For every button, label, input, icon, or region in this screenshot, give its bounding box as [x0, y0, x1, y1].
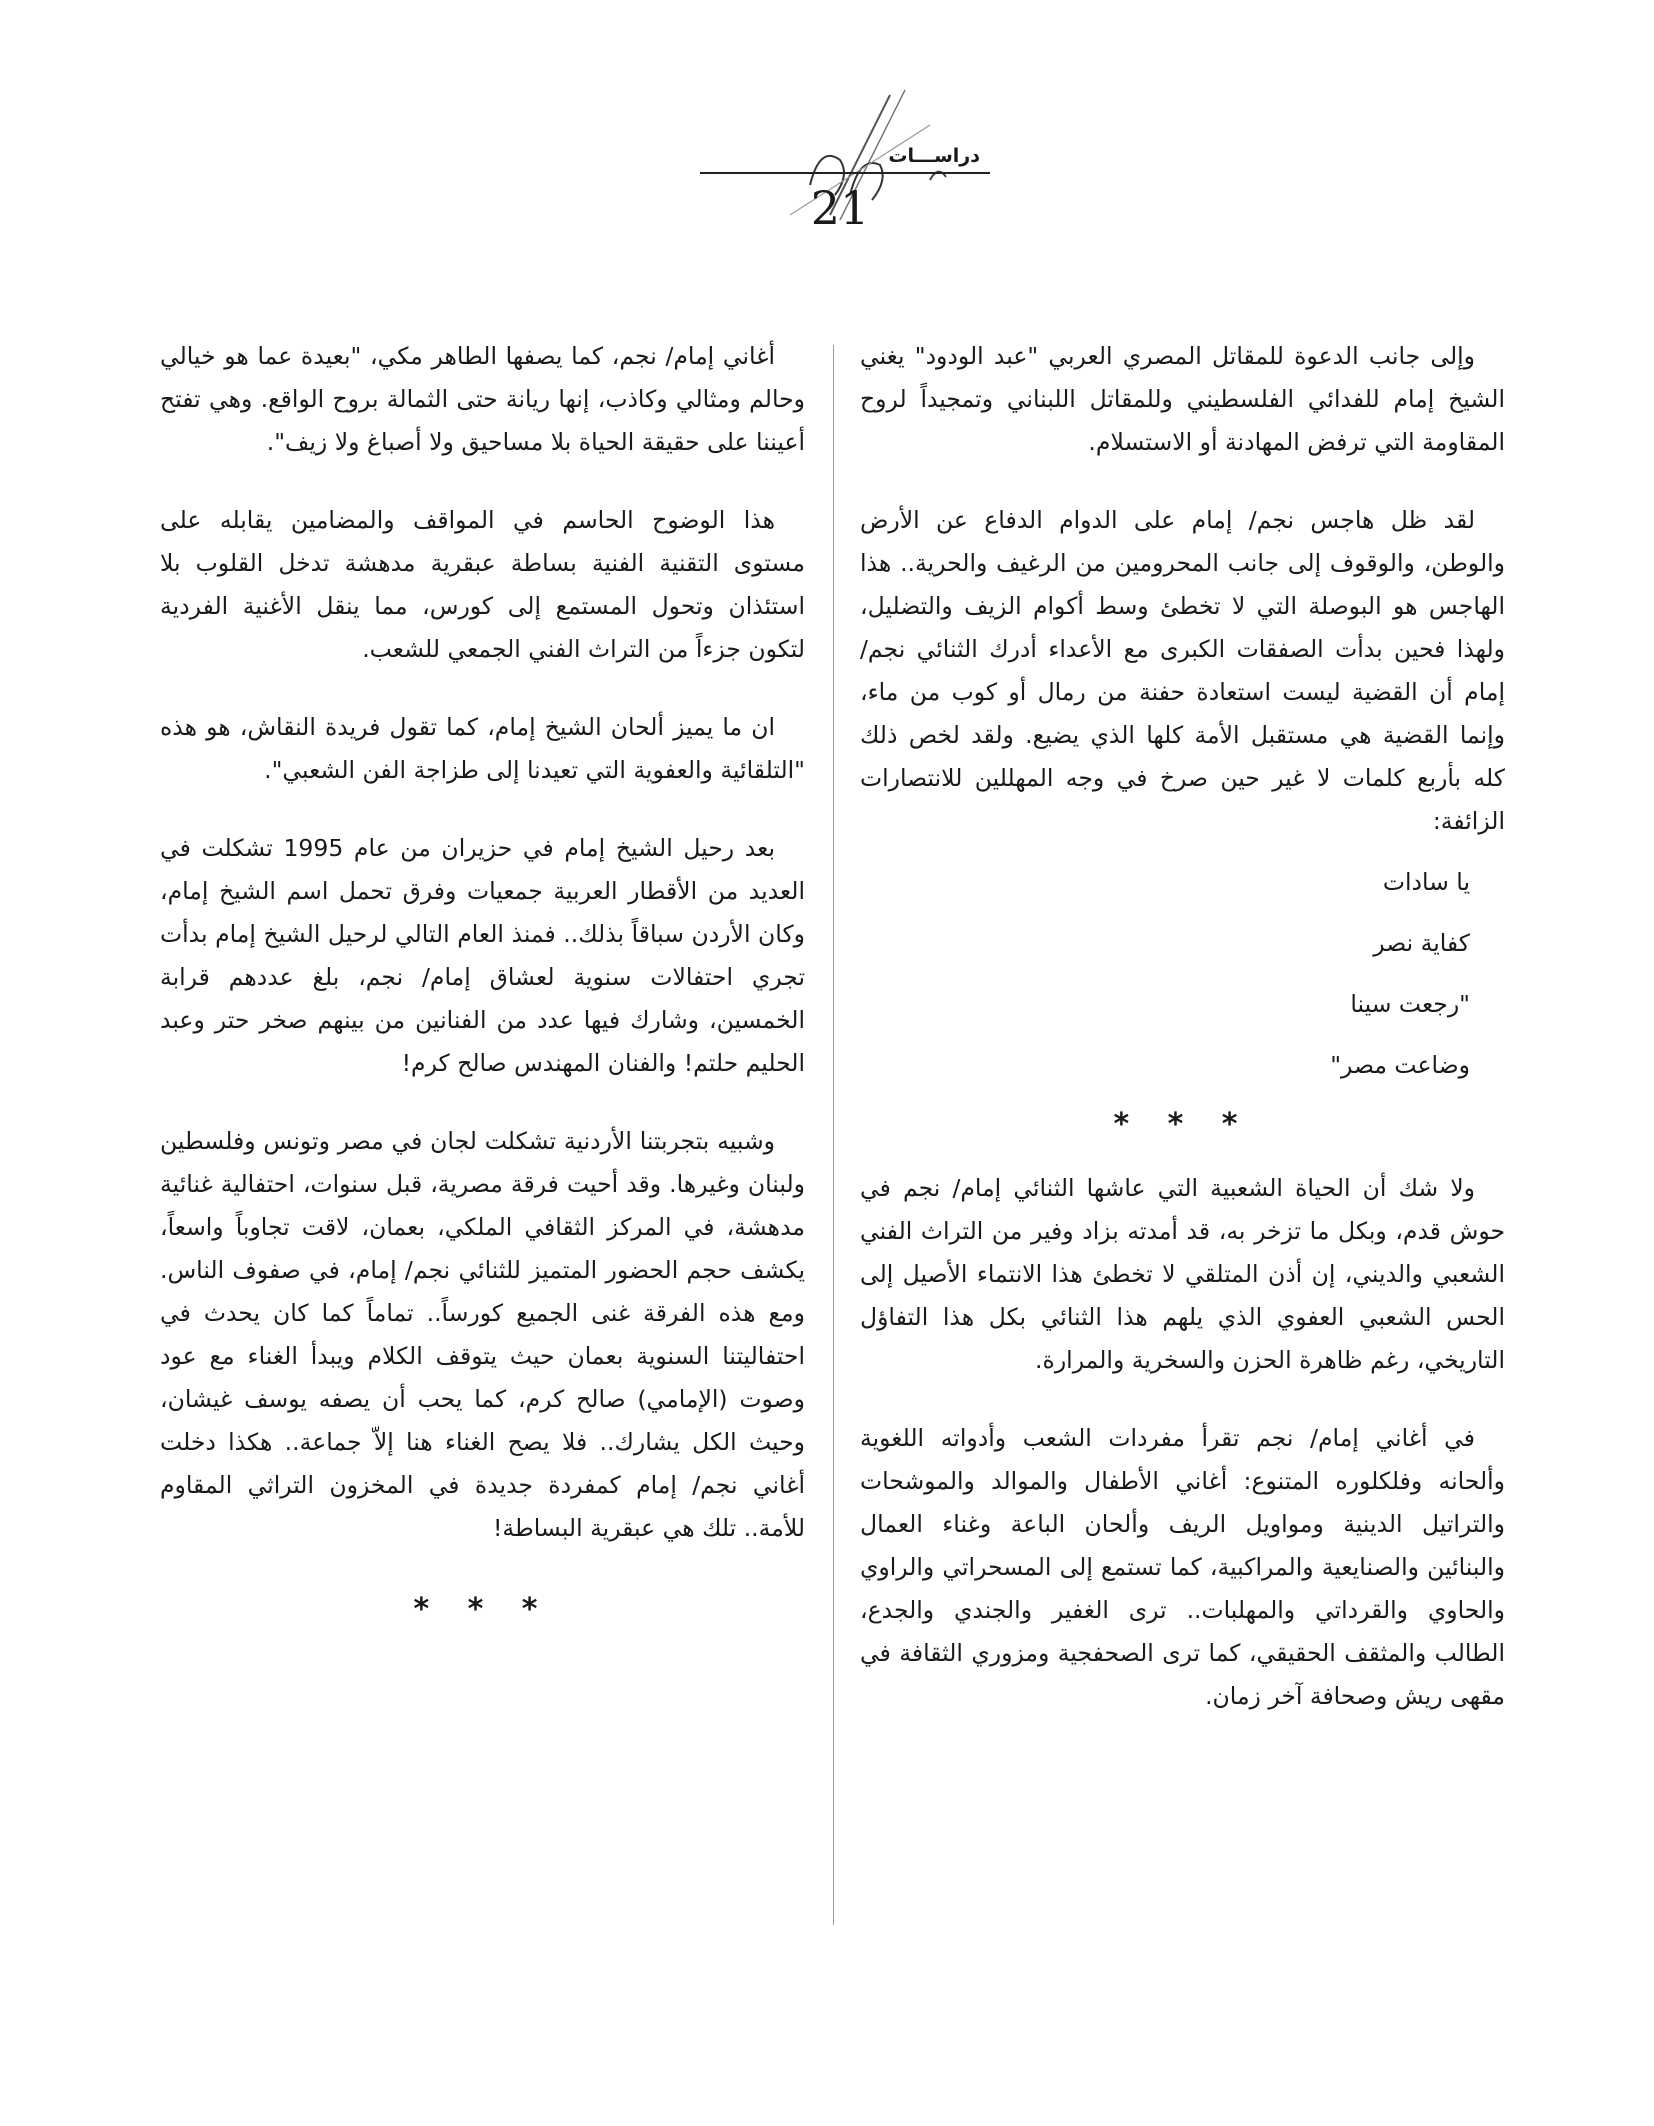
paragraph: هذا الوضوح الحاسم في المواقف والمضامين يقابله على مستوى التقنية الفنية بساطة عبقرية مدهشة تدخل القلوب بلا استئذان وتحول المستمع إلى كورس، مما ينقل الأغنية الفردية لتكون جزءاً من التراث الفني الجمعي للشعب. [160, 506, 805, 663]
paragraph: ولا شك أن الحياة الشعبية التي عاشها الثنائي إمام/ نجم في حوش قدم، وبكل ما تزخر به، قد أمدته بزاد وفير من التراث الفني الشعبي والديني، إن أذن المتلقي لا تخطئ هذا الانتماء الأصيل إلى الحس الشعبي العفوي الذي يلهم هذا الثنائي بكل هذا التفاؤل التاريخي، رغم ظاهرة الحزن والسخرية والمرارة. [860, 1174, 1505, 1374]
poem-line: وضاعت مصر" [1330, 1051, 1470, 1079]
section-label: دراســـات [888, 145, 980, 167]
paragraph: في أغاني إمام/ نجم تقرأ مفردات الشعب وأدواته اللغوية وألحانه وفلكلوره المتنوع: أغاني الأطفال والموالد والموشحات والتراتيل الدينية ومواويل الريف وألحان الباعة وغناء العمال والبنائين والصنايعية والمراكبية، كما تستمع إلى المسحراتي والراوي والحاوي والقرداتي والمهلبات.. ترى الغفير والجندي والجدع، الطالب والمثقف الحقيقي، كما ترى الصحفجية ومزوري الثقافة في مقهى ريش وصحافة آخر زمان. [860, 1424, 1505, 1710]
section-separator: * * * [1113, 1107, 1252, 1142]
right-column [860, 335, 1505, 1753]
poem-line: يا سادات [1382, 868, 1470, 896]
paragraph: لقد ظل هاجس نجم/ إمام على الدوام الدفاع عن الأرض والوطن، والوقوف إلى جانب المحرومين من الرغيف والحرية.. هذا الهاجس هو البوصلة التي لا تخطئ وسط أكوام الزيف والتضليل، ولهذا فحين بدأت الصفقات الكبرى مع الأعداء أدرك الثنائي نجم/ إمام أن القضية ليست استعادة حفنة من رمال أو كوب من ماء، وإنما القضية هي مستقبل الأمة كلها الذي يضيع. ولقد لخص ذلك كله بأربع كلمات لا غير حين صرخ في وجه المهللين للانتصارات الزائفة: [860, 506, 1505, 835]
paragraph: ان ما يميز ألحان الشيخ إمام، كما تقول فريدة النقاش، هو هذه "التلقائية والعفوية التي تعيدنا إلى طزاجة الفن الشعبي". [160, 713, 805, 784]
poem-line: "رجعت سينا [1350, 990, 1470, 1018]
page-number: 21 [810, 181, 870, 235]
column-divider [833, 345, 834, 1925]
poem-block [860, 861, 1505, 1087]
paragraph: بعد رحيل الشيخ إمام في حزيران من عام 1995 تشكلت في العديد من الأقطار العربية جمعيات وفرق تحمل اسم الشيخ إمام، وكان الأردن سباقاً بذلك.. فمنذ العام التالي لرحيل الشيخ إمام بدأت تجري احتفالات سنوية لعشاق إمام/ نجم، بلغ عددهم قرابة الخمسين، وشارك فيها عدد من الفنانين من بينهم صخر حتر وعبد الحليم حلتم! والفنان المهندس صالح كرم! [160, 834, 805, 1077]
left-column [160, 335, 805, 1652]
paragraph: وشبيه بتجربتنا الأردنية تشكلت لجان في مصر وتونس وفلسطين ولبنان وغيرها. وقد أحيت فرقة مصرية، قبل سنوات، احتفالية غنائية مدهشة، في المركز الثقافي الملكي، بعمان، لاقت تجاوباً واسعاً، يكشف حجم الحضور المتميز للثنائي نجم/ إمام، في صفوف الناس. ومع هذه الفرقة غنى الجميع كورساً.. تماماً كما كان يحدث في احتفاليتنا السنوية بعمان حيث يتوقف الكلام ويبدأ الغناء مع عود وصوت (الإمامي) صالح كرم، كما يحب أن يصفه يوسف غيشان، وحيث الكل يشارك.. فلا يصح الغناء هنا إلاّ جماعة.. هكذا دخلت أغاني نجم/ إمام كمفردة جديدة في المخزون التراثي المقاوم للأمة.. تلك هي عبقرية البساطة! [160, 1127, 805, 1542]
section-separator: * * * [413, 1592, 552, 1627]
paragraph: أغاني إمام/ نجم، كما يصفها الطاهر مكي، "بعيدة عما هو خيالي وحالم ومثالي وكاذب، إنها ريانة حتى الثمالة بروح الواقع. وهي تفتح أعيننا على حقيقة الحياة بلا مساحيق ولا أصباغ ولا زيف". [160, 342, 805, 456]
page-header [690, 85, 990, 265]
afkar-logo-icon [690, 85, 990, 265]
paragraph: وإلى جانب الدعوة للمقاتل المصري العربي "عبد الودود" يغني الشيخ إمام للفدائي الفلسطيني وللمقاتل اللبناني وتمجيداً لروح المقاومة التي ترفض المهادنة أو الاستسلام. [860, 342, 1505, 456]
poem-line: كفاية نصر [1373, 929, 1470, 957]
